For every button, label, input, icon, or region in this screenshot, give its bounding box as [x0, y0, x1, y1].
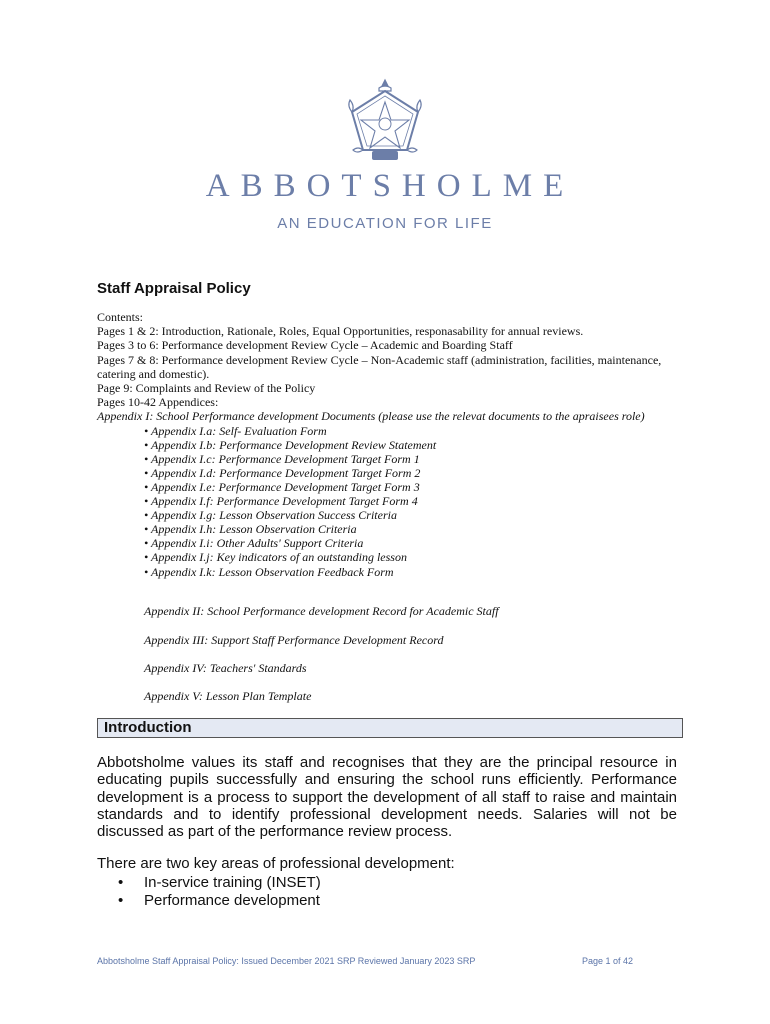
contents-line: Pages 10-42 Appendices:: [97, 395, 219, 410]
footer-page-number: Page 1 of 42: [582, 956, 634, 966]
bullet-icon: •: [118, 892, 124, 909]
appendix-2-title: Appendix II: School Performance development Record for Academic Staff: [144, 604, 499, 618]
document-title: Staff Appraisal Policy: [97, 280, 251, 297]
footer-document-info: Abbotsholme Staff Appraisal Policy: Issued December 2021 SRP Reviewed January 2023 SRP: [97, 956, 476, 966]
list-item-label: In-service training (INSET): [144, 874, 321, 891]
appendix-3-title: Appendix III: Support Staff Performance Development Record: [144, 633, 444, 647]
crest-emblem-icon: [345, 78, 425, 162]
contents-line: Pages 7 & 8: Performance development Review Cycle – Non-Academic staff (administration, facilities, maintenance, catering and domestic).: [97, 352, 662, 381]
contents-section: [97, 310, 677, 579]
appendix-1-item: • Appendix I.c: Performance Development Target Form 1: [144, 451, 420, 466]
appendix-1-item: • Appendix I.d: Performance Development Target Form 2: [144, 465, 421, 480]
school-tagline: AN EDUCATION FOR LIFE: [277, 215, 493, 232]
bullet-icon: •: [118, 874, 124, 891]
appendix-1-title: Appendix I: School Performance development Documents (please use the relevat documents to the apraisees role): [97, 409, 645, 424]
introduction-paragraph: Abbotsholme values its staff and recognises that they are the principal resource in educating pupils successfully and ensuring the school runs efficiently. Performance development is a process to support the development of all staff to raise and maintain standards and to identify professional development needs. Salaries will not be discussed as part of the performance review process.: [97, 754, 677, 841]
contents-heading: Contents:: [97, 310, 144, 324]
appendix-4-title: Appendix IV: Teachers' Standards: [144, 661, 307, 675]
school-crest: [0, 78, 770, 162]
appendix-1-item: • Appendix I.g: Lesson Observation Success Criteria: [144, 508, 397, 523]
appendix-1-item: • Appendix I.b: Performance Development Review Statement: [144, 437, 437, 452]
contents-line: Page 9: Complaints and Review of the Policy: [97, 381, 316, 396]
contents-line: Pages 3 to 6: Performance development Review Cycle – Academic and Boarding Staff: [97, 338, 513, 353]
appendix-1-item: • Appendix I.j: Key indicators of an outstanding lesson: [144, 550, 407, 565]
appendix-5-title: Appendix V: Lesson Plan Template: [144, 689, 312, 703]
appendix-1-item: • Appendix I.k: Lesson Observation Feedback Form: [144, 564, 394, 579]
appendix-1-item: • Appendix I.f: Performance Development Target Form 4: [144, 494, 418, 509]
introduction-heading: Introduction: [97, 718, 683, 738]
list-item: [118, 892, 321, 910]
development-areas-list: [118, 874, 321, 910]
development-areas-lead: There are two key areas of professional development:: [97, 855, 455, 872]
list-item-label: Performance development: [144, 892, 320, 909]
contents-line: Pages 1 & 2: Introduction, Rationale, Roles, Equal Opportunities, responasability for annual reviews.: [97, 324, 584, 339]
appendix-1-item: • Appendix I.h: Lesson Observation Criteria: [144, 522, 357, 537]
list-item: [118, 874, 321, 892]
appendix-1-list: [144, 424, 677, 579]
appendix-1-item: • Appendix I.e: Performance Development Target Form 3: [144, 480, 420, 494]
appendix-1-item: • Appendix I.i: Other Adults' Support Criteria: [144, 536, 364, 551]
appendix-1-item: • Appendix I.a: Self- Evaluation Form: [144, 423, 327, 438]
school-name: ABBOTSHOLME: [205, 168, 575, 204]
